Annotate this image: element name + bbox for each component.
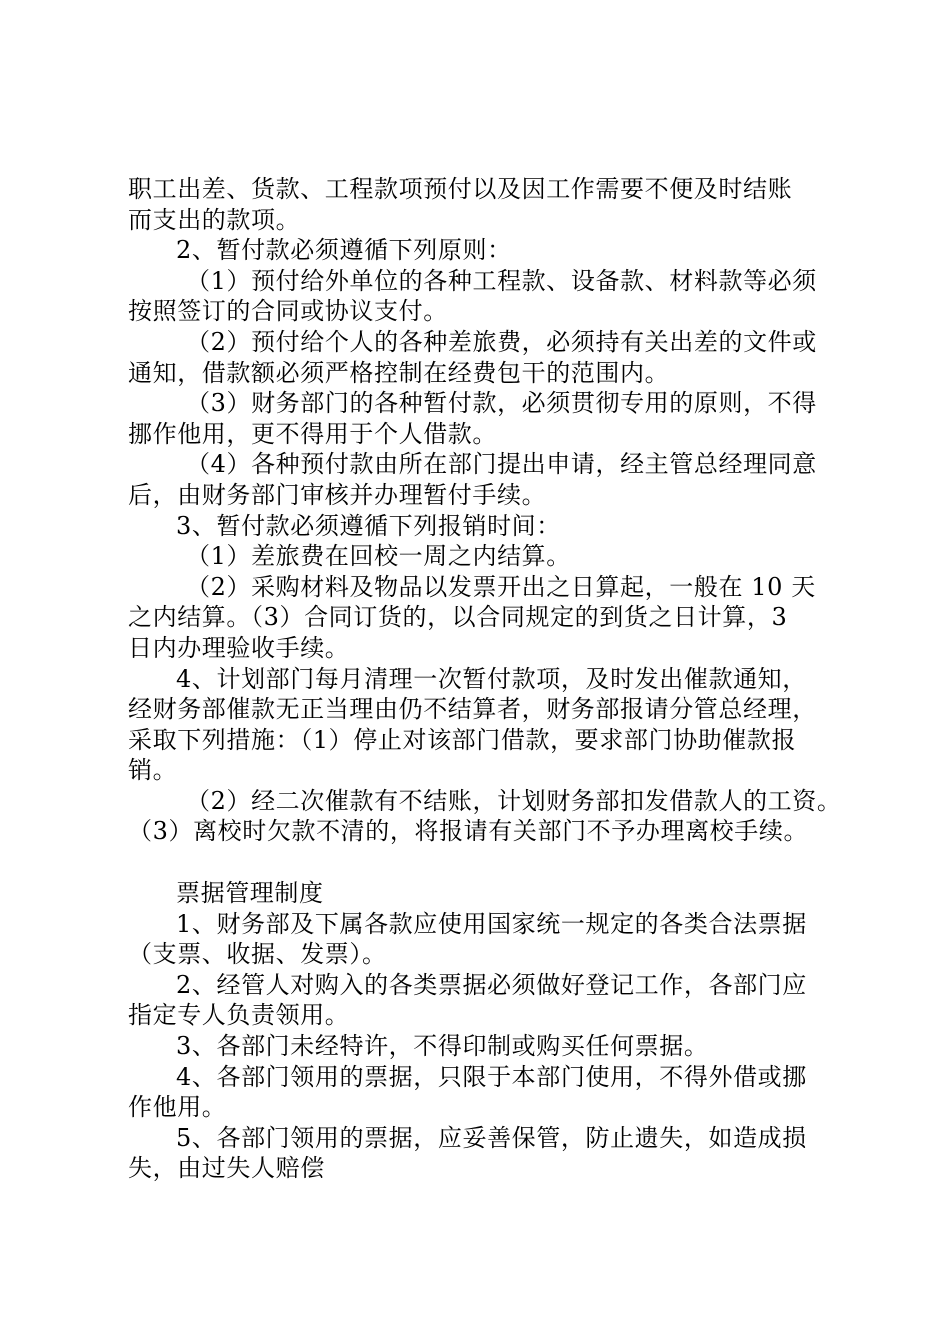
paragraph bbox=[128, 449, 840, 510]
text-line: （2）经二次催款有不结账，计划财务部扣发借款人的工资。 bbox=[186, 786, 842, 815]
paragraph bbox=[128, 786, 840, 847]
paragraph bbox=[128, 266, 840, 327]
paragraph bbox=[128, 235, 840, 266]
text-line: 之内结算。（3）合同订货的，以合同规定的到货之日计算，3 bbox=[128, 603, 788, 632]
paragraph bbox=[128, 541, 840, 572]
paragraph bbox=[128, 909, 840, 970]
text-line: 失，由过失人赔偿 bbox=[128, 1154, 325, 1183]
text-line: （3）离校时欠款不清的，将报请有关部门不予办理离校手续。 bbox=[128, 817, 809, 846]
text-line: 采取下列措施：（1）停止对该部门借款，要求部门协助催款报 bbox=[128, 725, 797, 754]
paragraph bbox=[128, 1062, 840, 1123]
text-line: 3、各部门未经特许，不得印制或购买任何票据。 bbox=[176, 1032, 709, 1061]
text-line: 作他用。 bbox=[128, 1093, 227, 1122]
text-line: （2）预付给个人的各种差旅费，必须持有关出差的文件或 bbox=[186, 327, 817, 356]
text-line: 挪作他用，更不得用于个人借款。 bbox=[128, 419, 497, 448]
text-line: 5、各部门领用的票据，应妥善保管，防止遗失，如造成损 bbox=[176, 1123, 807, 1152]
text-line: （3）财务部门的各种暂付款，必须贯彻专用的原则，不得 bbox=[186, 389, 817, 418]
text-line: 后，由财务部门审核并办理暂付手续。 bbox=[128, 480, 547, 509]
text-line: 而支出的款项。 bbox=[128, 205, 301, 234]
paragraph bbox=[128, 572, 840, 664]
paragraph bbox=[128, 1123, 840, 1184]
text-line: 职工出差、货款、工程款项预付以及因工作需要不便及时结账 bbox=[128, 175, 793, 203]
text-line: （支票、收据、发票）。 bbox=[128, 940, 387, 969]
paragraph bbox=[128, 878, 840, 909]
text-line: 经财务部催款无正当理由仍不结算者，财务部报请分管总经理， bbox=[128, 695, 817, 724]
text-line: （1）预付给外单位的各种工程款、设备款、材料款等必须 bbox=[186, 266, 817, 295]
paragraph bbox=[128, 1031, 840, 1062]
text-line: 指定专人负责领用。 bbox=[128, 1001, 350, 1030]
text-line: 销。 bbox=[128, 756, 178, 785]
paragraph bbox=[128, 388, 840, 449]
text-line: 4、各部门领用的票据，只限于本部门使用，不得外借或挪 bbox=[176, 1062, 807, 1091]
text-line: 按照签订的合同或协议支付。 bbox=[128, 297, 448, 326]
paragraph bbox=[128, 327, 840, 388]
text-line: 票据管理制度 bbox=[176, 879, 324, 908]
paragraph bbox=[128, 664, 840, 786]
text-line: 1、财务部及下属各款应使用国家统一规定的各类合法票据 bbox=[176, 909, 807, 938]
paragraph bbox=[128, 511, 840, 542]
document-body bbox=[128, 174, 840, 1184]
paragraph bbox=[128, 174, 840, 235]
text-line: 2、经管人对购入的各类票据必须做好登记工作，各部门应 bbox=[176, 970, 807, 999]
paragraph bbox=[128, 970, 840, 1031]
text-line: （1）差旅费在回校一周之内结算。 bbox=[186, 542, 571, 571]
text-line: （2）采购材料及物品以发票开出之日算起，一般在 10 天 bbox=[186, 572, 816, 601]
text-line: 2、暂付款必须遵循下列原则： bbox=[176, 236, 512, 265]
text-line: 3、暂付款必须遵循下列报销时间： bbox=[176, 511, 561, 540]
paragraph-spacer bbox=[128, 847, 840, 878]
text-line: 日内办理验收手续。 bbox=[128, 633, 350, 662]
text-line: 通知，借款额必须严格控制在经费包干的范围内。 bbox=[128, 358, 670, 387]
text-line: （4）各种预付款由所在部门提出申请，经主管总经理同意 bbox=[186, 450, 817, 479]
text-line: 4、计划部门每月清理一次暂付款项，及时发出催款通知， bbox=[176, 664, 807, 693]
